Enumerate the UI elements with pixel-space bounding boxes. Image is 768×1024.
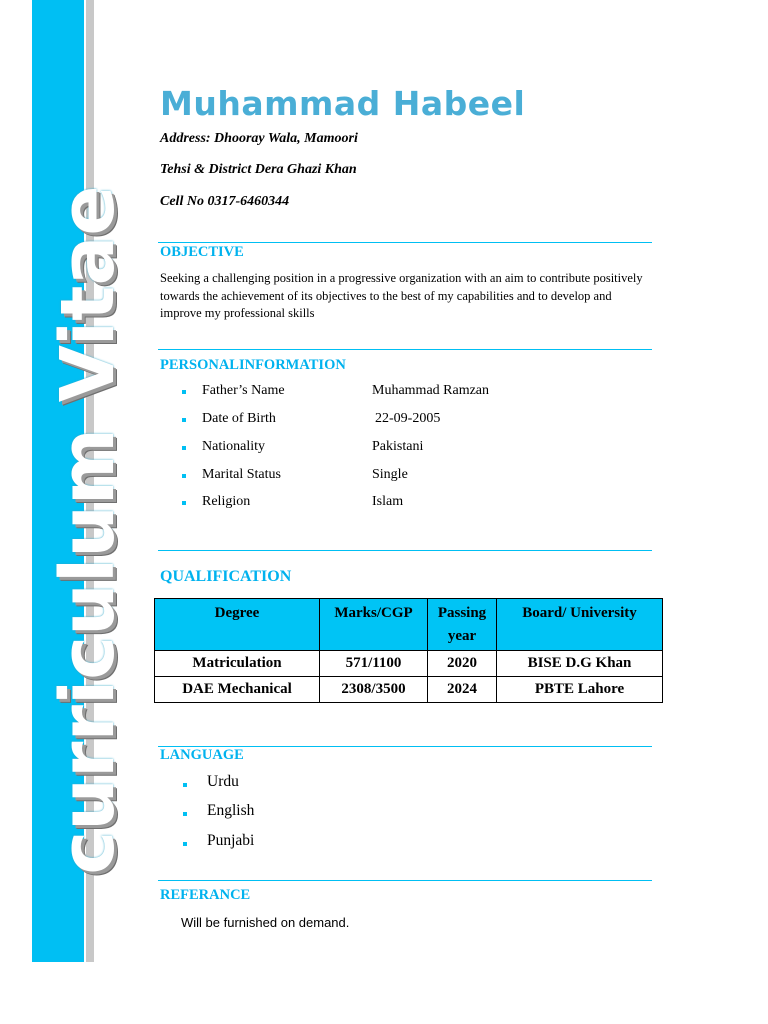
objective-line: towards the achievement of its objectives to the best of my capabilities and to develop and: [160, 288, 612, 303]
table-cell: 2024: [428, 677, 497, 703]
objective-heading: OBJECTIVE: [160, 244, 244, 260]
reference-text: Will be furnished on demand.: [181, 915, 350, 930]
personal-value: Pakistani: [372, 439, 424, 454]
table-row: [155, 651, 663, 677]
divider: [158, 242, 652, 243]
bullet-icon: [182, 474, 186, 478]
address-line: Address: Dhooray Wala, Mamoori: [160, 131, 358, 146]
table-cell: 571/1100: [320, 651, 428, 677]
personal-label: Religion: [202, 494, 251, 509]
sidebar-title: curriculum Vitae: [45, 185, 131, 875]
column-header: Board/ University: [497, 599, 663, 651]
table-cell: DAE Mechanical: [155, 677, 320, 703]
divider: [158, 550, 652, 551]
table-header-row: [155, 599, 663, 651]
language-heading: LANGUAGE: [160, 747, 244, 763]
language-item: Urdu: [207, 773, 239, 790]
objective-line: improve my professional skills: [160, 306, 315, 320]
district-line: Tehsi & District Dera Ghazi Khan: [160, 162, 357, 177]
qualification-table: [154, 598, 663, 703]
qualification-heading: QUALIFICATION: [160, 568, 292, 585]
column-header: Marks/CGP: [320, 599, 428, 651]
personal-label: Marital Status: [202, 467, 281, 482]
table-cell: BISE D.G Khan: [497, 651, 663, 677]
bullet-icon: [182, 501, 186, 505]
column-header: Passing year: [428, 599, 497, 651]
personal-value: Single: [372, 467, 408, 482]
personal-heading: PERSONALINFORMATION: [160, 357, 346, 373]
bullet-icon: [182, 418, 186, 422]
language-item: Punjabi: [207, 832, 255, 849]
personal-label: Nationality: [202, 439, 265, 454]
divider: [158, 880, 652, 881]
table-row: [155, 677, 663, 703]
bullet-icon: [182, 390, 186, 394]
table-cell: 2020: [428, 651, 497, 677]
reference-heading: REFERANCE: [160, 887, 251, 903]
bullet-icon: [182, 446, 186, 450]
divider: [158, 349, 652, 350]
personal-value: 22-09-2005: [375, 411, 441, 426]
bullet-icon: [183, 812, 187, 816]
bullet-icon: [183, 783, 187, 787]
cell-line: Cell No 0317-6460344: [160, 194, 290, 209]
personal-label: Date of Birth: [202, 411, 276, 426]
candidate-name: Muhammad Habeel: [160, 84, 526, 123]
personal-label: Father’s Name: [202, 383, 285, 398]
objective-line: Seeking a challenging position in a progressive organization with an aim to contribute positively: [160, 271, 643, 285]
personal-value: Muhammad Ramzan: [372, 383, 490, 398]
table-cell: Matriculation: [155, 651, 320, 677]
personal-value: Islam: [372, 494, 404, 509]
table-cell: PBTE Lahore: [497, 677, 663, 703]
bullet-icon: [183, 842, 187, 846]
column-header: Degree: [155, 599, 320, 651]
language-item: English: [207, 802, 255, 819]
table-cell: 2308/3500: [320, 677, 428, 703]
objective-text: [160, 270, 680, 323]
